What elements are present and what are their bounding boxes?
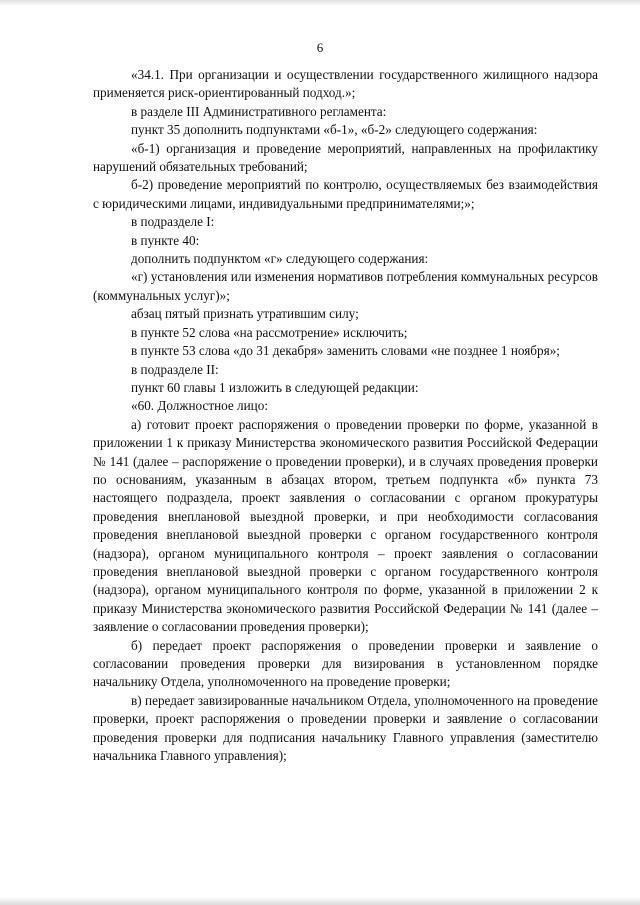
paragraph: дополнить подпунктом «г» следующего содержания: xyxy=(131,251,429,267)
paragraph: в пункте 40: xyxy=(131,232,200,248)
paragraph: в подразделе I: xyxy=(131,214,215,230)
scan-edge-bottom xyxy=(0,897,640,905)
paragraph: в подразделе II: xyxy=(131,361,219,377)
paragraph: в пункте 52 слова «на рассмотрение» исключить; xyxy=(131,324,408,340)
paragraph: б) передает проект распоряжения о проведении проверки и заявление о согласовании проведения проверки для визирования в установленном порядке начальнику Отдела, уполномоченного на проведение проверки; xyxy=(93,637,598,690)
document-body xyxy=(93,66,598,765)
paragraph: в разделе III Административного регламента: xyxy=(131,103,387,119)
paragraph: б-2) проведение мероприятий по контролю, осуществляемых без взаимодействия с юридическими лицами, индивидуальными предпринимателями;»; xyxy=(93,177,598,211)
paragraph: пункт 60 главы 1 изложить в следующей редакции: xyxy=(131,379,419,395)
paragraph: пункт 35 дополнить подпунктами «б-1», «б-2» следующего содержания: xyxy=(131,122,538,138)
scan-edge-top xyxy=(0,0,640,6)
paragraph: «б-1) организация и проведение мероприятий, направленных на профилактику нарушений обязательных требований; xyxy=(93,140,598,175)
page-number: 6 xyxy=(316,40,324,55)
paragraph: а) готовит проект распоряжения о проведении проверки по форме, указанной в приложении 1 к приказу Министерства экономического развития Российской Федерации № 141 (далее – распоряжение о проведении проверки), и в случаях проведения проверки по основаниям, указанным в абзацах втором, третьем подпункта «б» пункта 73 настоящего подраздела, проект заявления о согласовании с органом прокуратуры проведения внеплановой выездной проверки, и при необходимости согласования проведения внеплановой выездной проверки с органом государственного контроля (надзора), органом муниципального контроля – проект заявления о согласовании проведения внеплановой выездной проверки с органом государственного контроля (надзора), органом муниципального контроля по форме, указанной в приложении 2 к приказу Министерства экономического развития Российской Федерации № 141 (далее – заявление о согласовании проведения проверки); xyxy=(93,416,598,635)
paragraph: «60. Должностное лицо: xyxy=(131,398,268,414)
paragraph: в пункте 53 слова «до 31 декабря» заменить словами «не позднее 1 ноября»; xyxy=(131,343,560,359)
paragraph: в) передает завизированные начальником Отдела, уполномоченного на проведение проверки, проект распоряжения о проведении проверки и заявление о согласовании проведения проверки для подписания начальнику Главного управления (заместителю начальника Главного управления); xyxy=(93,692,598,764)
paragraph: «г) установления или изменения нормативов потребления коммунальных ресурсов (коммунальных услуг)»; xyxy=(93,269,598,303)
paragraph: «34.1. При организации и осуществлении государственного жилищного надзора применяется риск-ориентированный подход.»; xyxy=(93,67,598,101)
paragraph: абзац пятый признать утратившим силу; xyxy=(131,306,359,322)
